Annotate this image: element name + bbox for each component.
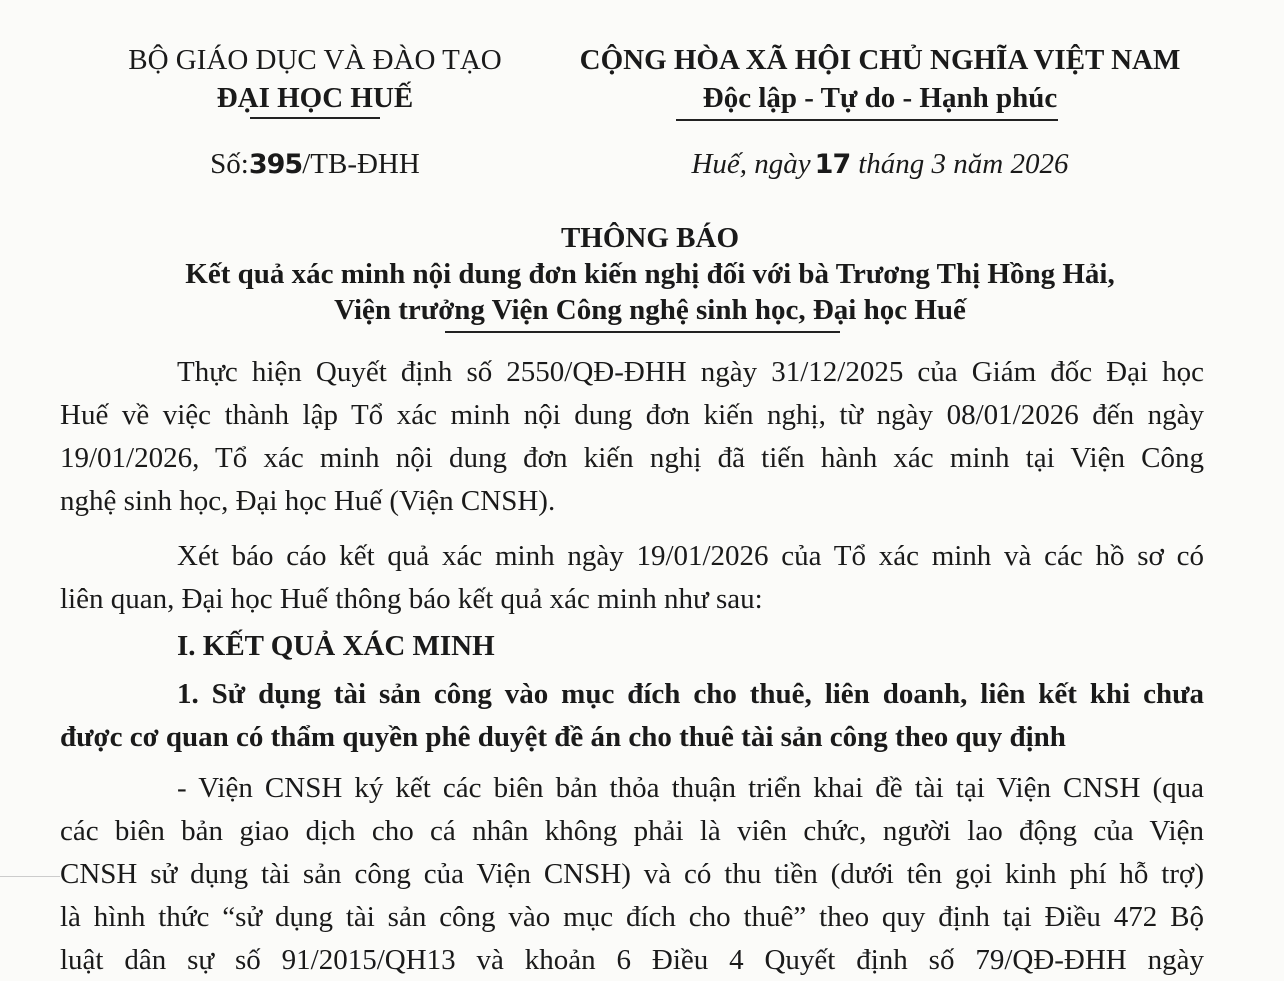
date-prefix: Huế, ngày [691, 148, 811, 180]
university-name: ĐẠI HỌC HUẾ [216, 82, 414, 114]
number-handwritten: 395 [248, 149, 303, 180]
date-day-handwritten: 17 [814, 149, 851, 180]
para2-line: liên quan, Đại học Huế thông báo kết quả xác minh như sau: [60, 583, 763, 615]
title-underline [445, 331, 840, 333]
para3-line: luật dân sự số 91/2015/QH13 và khoản 6 Điều 4 Quyết định số 79/QĐ-ĐHH ngày [60, 944, 1204, 976]
ministry-name: BỘ GIÁO DỤC VÀ ĐÀO TẠO [128, 44, 502, 76]
para3-line: - Viện CNSH ký kết các biên bản thỏa thuận triển khai đề tài tại Viện CNSH (qua [177, 772, 1204, 804]
section-heading: I. KẾT QUẢ XÁC MINH [177, 630, 495, 662]
nation-name: CỘNG HÒA XÃ HỘI CHỦ NGHĨA VIỆT NAM [579, 44, 1181, 76]
date-suffix: tháng 3 năm 2026 [858, 148, 1069, 180]
subsection-line: 1. Sử dụng tài sản công vào mục đích cho thuê, liên doanh, liên kết khi chưa [177, 678, 1204, 710]
number-prefix: Số: [210, 148, 249, 180]
para1-line: Huế về việc thành lập Tổ xác minh nội dung đơn kiến nghị, từ ngày 08/01/2026 đến ngày [60, 399, 1204, 431]
para3-line: các biên bản giao dịch cho cá nhân không phải là viên chức, người lao động của Viện [60, 815, 1204, 847]
para3-line: là hình thức “sử dụng tài sản công vào mục đích cho thuê” theo quy định tại Điều 472 Bộ [60, 901, 1204, 933]
document-number [60, 148, 570, 181]
para1-line: nghệ sinh học, Đại học Huế (Viện CNSH). [60, 485, 556, 517]
document-date [548, 148, 1212, 181]
document-title: THÔNG BÁO [560, 222, 740, 254]
para3-line: CNSH sử dụng tài sản công của Viện CNSH) và có thu tiền (dưới tên gọi kinh phí hỗ trợ) [60, 858, 1204, 890]
number-suffix: /TB-ĐHH [302, 148, 420, 180]
document-subtitle-line-2: Viện trưởng Viện Công nghệ sinh học, Đại học Huế [334, 294, 966, 326]
para1-line: Thực hiện Quyết định số 2550/QĐ-ĐHH ngày 31/12/2025 của Giám đốc Đại học [177, 356, 1204, 388]
document-subtitle-line-1: Kết quả xác minh nội dung đơn kiến nghị đối với bà Trương Thị Hồng Hải, [185, 258, 1115, 290]
subsection-line: được cơ quan có thẩm quyền phê duyệt đề án cho thuê tài sản công theo quy định [60, 721, 1066, 753]
para2-line: Xét báo cáo kết quả xác minh ngày 19/01/2026 của Tổ xác minh và các hồ sơ có [177, 540, 1204, 572]
motto-underline [676, 119, 1058, 121]
national-motto: Độc lập - Tự do - Hạnh phúc [702, 82, 1058, 114]
scan-artifact [0, 876, 60, 877]
para1-line: 19/01/2026, Tổ xác minh nội dung đơn kiến nghị đã tiến hành xác minh tại Viện Công [60, 442, 1204, 474]
university-underline [250, 117, 380, 119]
